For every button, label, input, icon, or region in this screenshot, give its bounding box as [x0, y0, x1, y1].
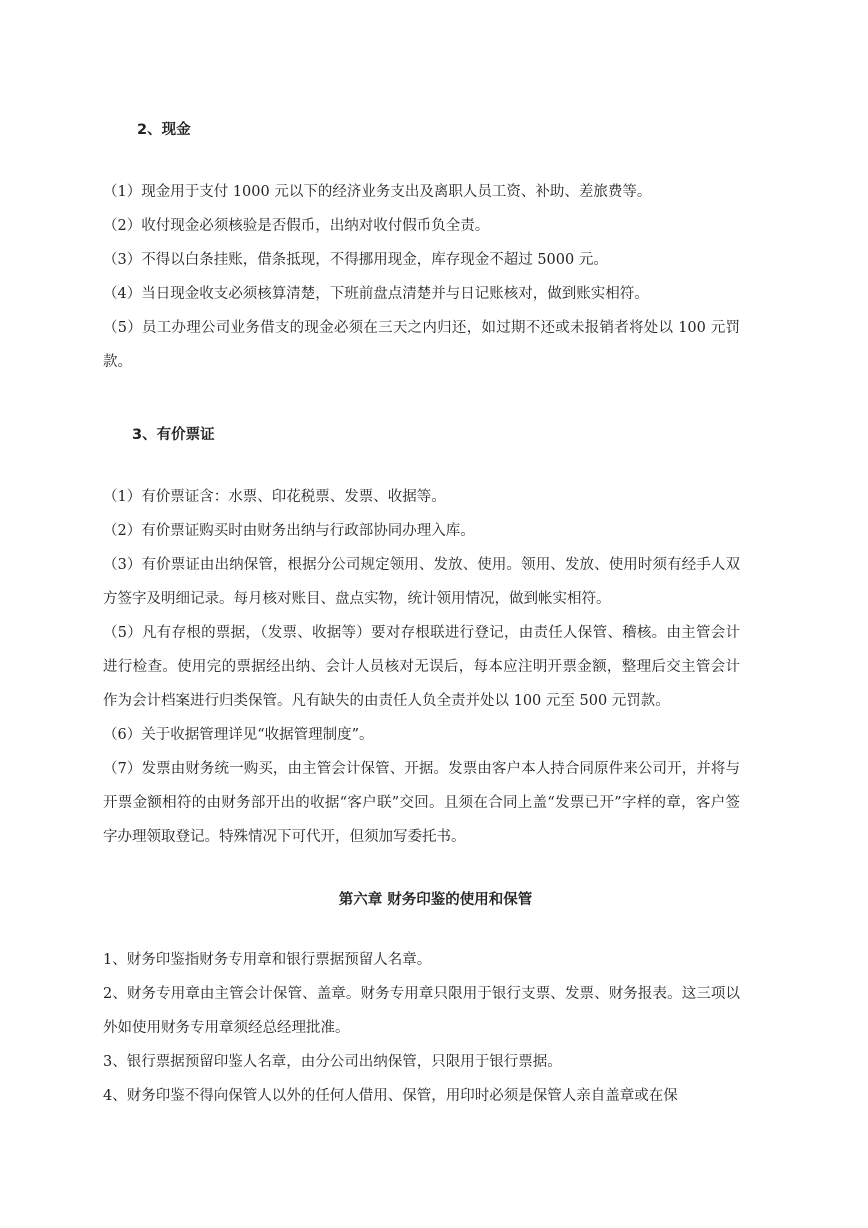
- cash-rule-5: （5）员工办理公司业务借支的现金必须在三天之内归还，如过期不还或未报销者将处以 100 元罚款。: [103, 320, 740, 370]
- seal-rule-4: 4、财务印鉴不得向保管人以外的任何人借用、保管，用印时必须是保管人亲自盖章或在保: [103, 1088, 678, 1104]
- securities-rule-3: （3）有价票证由出纳保管，根据分公司规定领用、发放、使用。领用、发放、使用时须有经手人双方签字及明细记录。每月核对账目、盘点实物，统计领用情况，做到帐实相符。: [103, 557, 740, 607]
- securities-rule-1: （1）有价票证含：水票、印花税票、发票、收据等。: [103, 489, 446, 505]
- section-heading-cash: 2、现金: [137, 122, 191, 138]
- chapter-heading: 第六章 财务印鉴的使用和保管: [338, 892, 533, 908]
- cash-rule-1: （1）现金用于支付 1000 元以下的经济业务支出及离职人员工资、补助、差旅费等。: [103, 184, 652, 200]
- section-heading-securities: 3、有价票证: [132, 427, 215, 443]
- seal-rule-3: 3、银行票据预留印鉴人名章，由分公司出纳保管，只限用于银行票据。: [103, 1054, 562, 1070]
- securities-rule-2: （2）有价票证购买时由财务出纳与行政部协同办理入库。: [103, 523, 475, 539]
- cash-rule-4: （4）当日现金收支必须核算清楚，下班前盘点清楚并与日记账核对，做到账实相符。: [103, 286, 649, 302]
- seal-rule-2: 2、财务专用章由主管会计保管、盖章。财务专用章只限用于银行支票、发票、财务报表。这三项以外如使用财务专用章须经总经理批准。: [103, 986, 740, 1036]
- securities-rules: [103, 480, 740, 854]
- seal-rules: [103, 943, 740, 1113]
- seal-rule-1: 1、财务印鉴指财务专用章和银行票据预留人名章。: [103, 952, 432, 968]
- cash-rule-2: （2）收付现金必须核验是否假币，出纳对收付假币负全责。: [103, 218, 490, 234]
- securities-rule-6: （6）关于收据管理详见“收据管理制度”。: [103, 727, 374, 743]
- cash-rule-3: （3）不得以白条挂账，借条抵现，不得挪用现金，库存现金不超过 5000 元。: [103, 252, 608, 268]
- securities-rule-5: （5）凡有存根的票据，（发票、收据等）要对存根联进行登记，由责任人保管、稽核。由主管会计进行检查。使用完的票据经出纳、会计人员核对无误后，每本应注明开票金额，整理后交主管会计作为会计档案进行归类保管。凡有缺失的由责任人负全责并处以 100 元至 500 元罚款。: [103, 625, 740, 709]
- cash-rules: [103, 175, 740, 379]
- securities-rule-7: （7）发票由财务统一购买，由主管会计保管、开据。发票由客户本人持合同原件来公司开，并将与开票金额相符的由财务部开出的收据“客户联”交回。且须在合同上盖“发票已开”字样的章，客户签字办理领取登记。特殊情况下可代开，但须加写委托书。: [103, 761, 740, 845]
